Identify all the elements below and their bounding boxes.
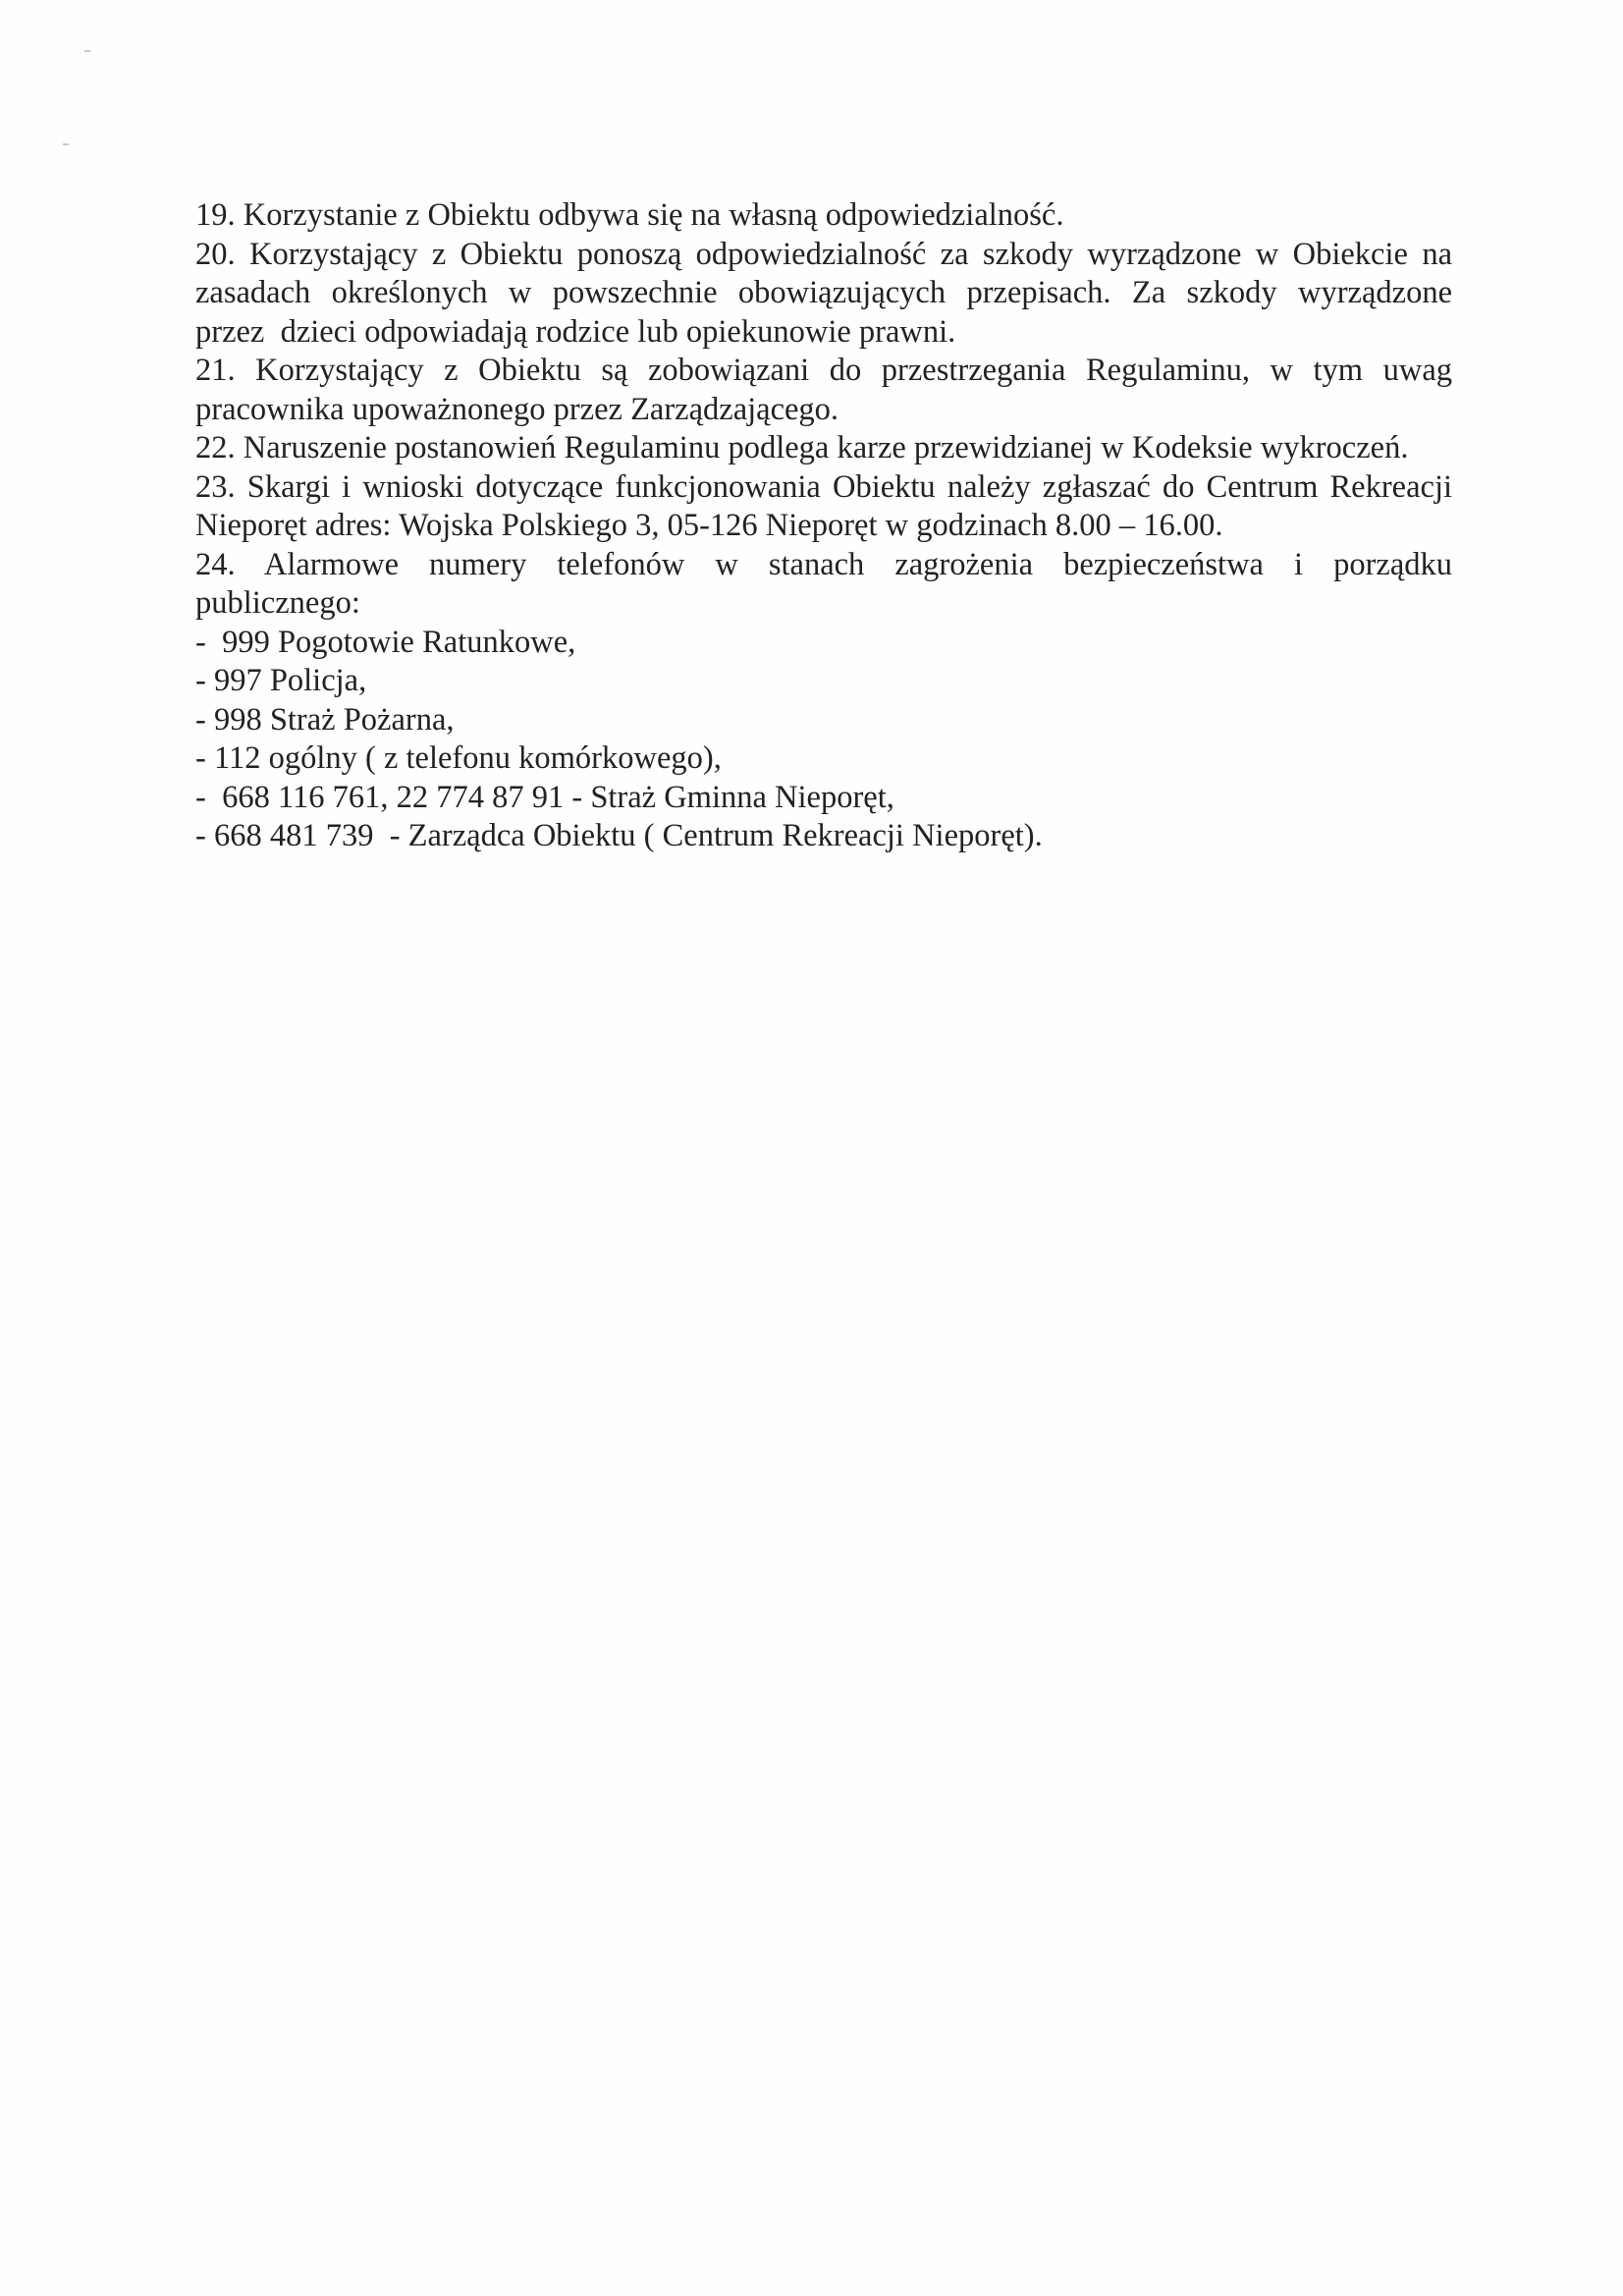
scan-speck xyxy=(84,50,90,52)
scan-speck xyxy=(63,143,69,145)
emergency-number-item: - 668 116 761, 22 774 87 91 - Straż Gminna Nieporęt, xyxy=(195,779,894,815)
emergency-number-item: - 112 ogólny ( z telefonu komórkowego), xyxy=(195,740,722,776)
emergency-number-item: - 668 481 739 - Zarządca Obiektu ( Centrum Rekreacji Nieporęt). xyxy=(195,818,1043,853)
item-20-line-3: przez dzieci odpowiadają rodzice lub opiekunowie prawni. xyxy=(195,313,956,350)
emergency-number-item: - 997 Policja, xyxy=(195,663,367,698)
item-19 xyxy=(195,196,1452,236)
emergency-numbers-list xyxy=(195,624,1452,856)
item-20 xyxy=(195,236,1452,353)
item-24-line-2: publicznego: xyxy=(195,585,360,621)
emergency-number-item: - 999 Pogotowie Ratunkowe, xyxy=(195,624,576,660)
item-21-line-1: 21. Korzystający z Obiektu są zobowiązani do przestrzegania Regulaminu, w tym uwag xyxy=(195,353,1452,388)
item-20-line-2: zasadach określonych w powszechnie obowiązujących przepisach. Za szkody wyrządzone xyxy=(195,275,1452,310)
item-23-line-2: Nieporęt adres: Wojska Polskiego 3, 05-126 Nieporęt w godzinach 8.00 – 16.00. xyxy=(195,508,1223,543)
item-22-line-1: 22. Naruszenie postanowień Regulaminu podlega karze przewidzianej w Kodeksie wykroczeń. xyxy=(195,430,1409,465)
item-23 xyxy=(195,468,1452,546)
item-20-line-1: 20. Korzystający z Obiektu ponoszą odpowiedzialność za szkody wyrządzone w Obiekcie na xyxy=(195,236,1452,272)
item-24-line-1: 24. Alarmowe numery telefonów w stanach zagrożenia bezpieczeństwa i porządku xyxy=(195,546,1452,582)
item-21-line-2: pracownika upoważnonego przez Zarządzającego. xyxy=(195,391,839,427)
item-22 xyxy=(195,429,1452,468)
item-21 xyxy=(195,352,1452,429)
item-24 xyxy=(195,546,1452,624)
emergency-number-item: - 998 Straż Pożarna, xyxy=(195,701,455,738)
regulations-text xyxy=(195,196,1452,856)
item-23-line-1: 23. Skargi i wnioski dotyczące funkcjonowania Obiektu należy zgłaszać do Centrum Rekreacji xyxy=(195,468,1452,505)
item-19-line-1: 19. Korzystanie z Obiektu odbywa się na własną odpowiedzialność. xyxy=(195,197,1064,233)
